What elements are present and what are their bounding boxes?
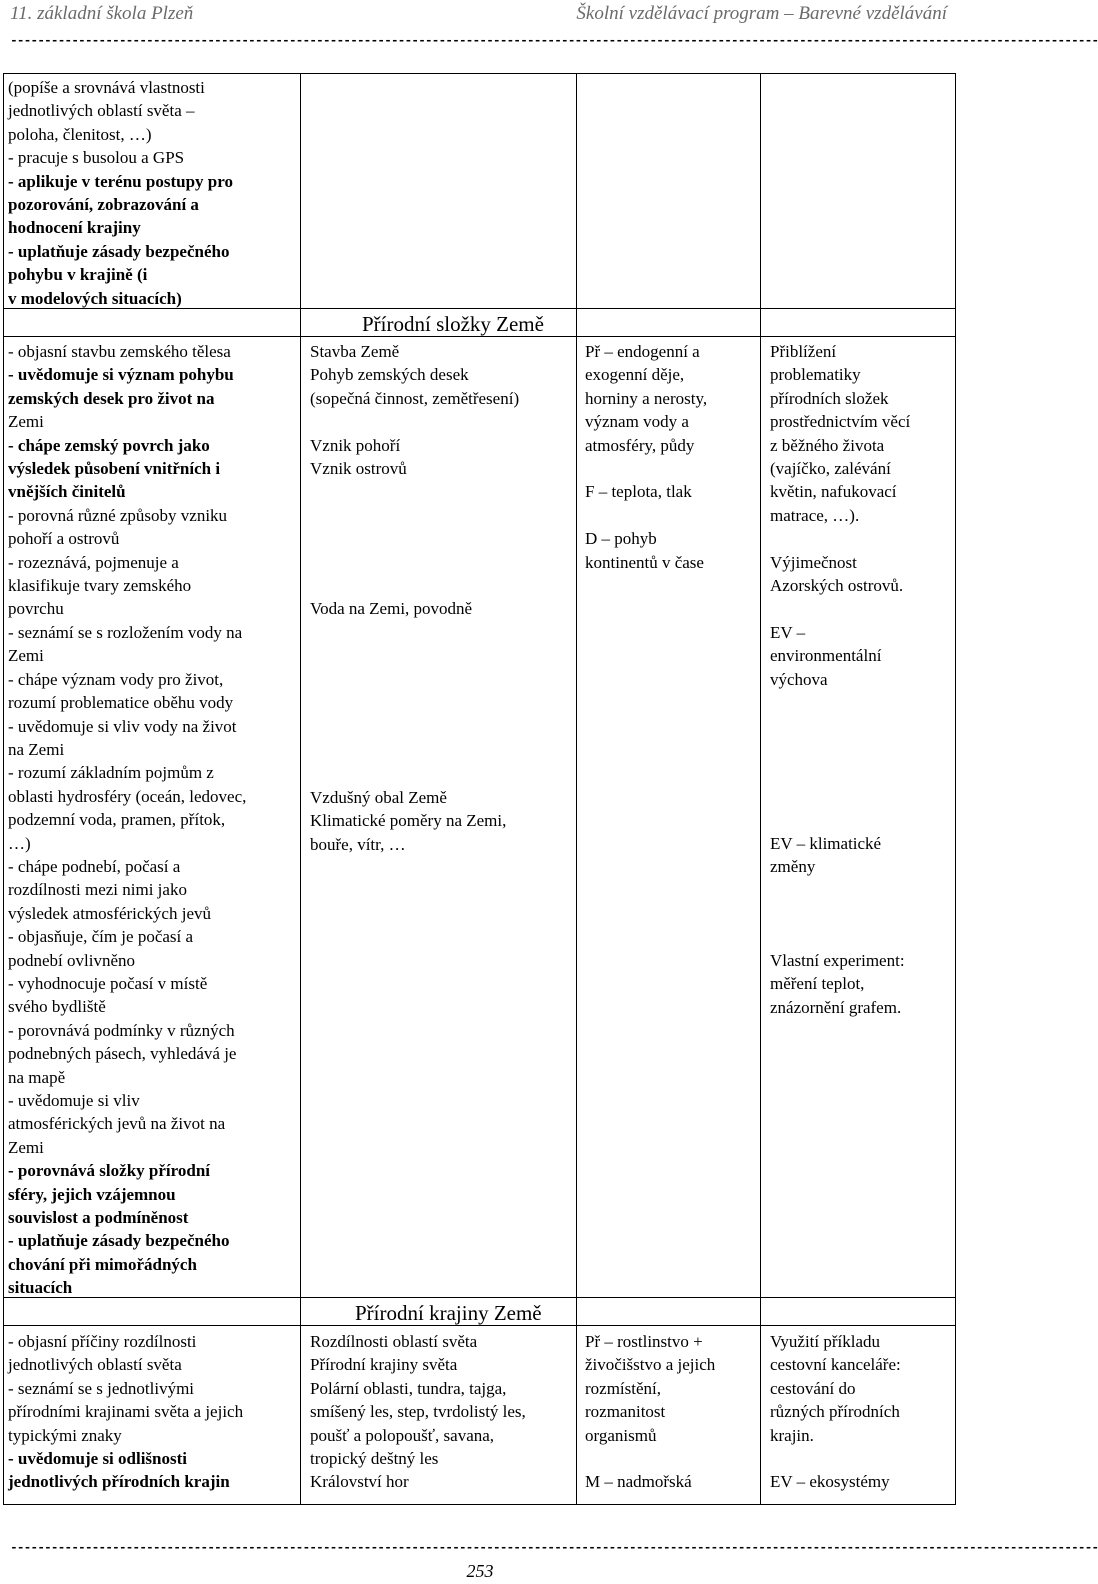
outcome-line: pohoří a ostrovů bbox=[8, 529, 120, 549]
outcome-line: - objasní příčiny rozdílnosti bbox=[8, 1332, 197, 1351]
outcome-line: - seznámí se s rozložením vody na bbox=[8, 622, 243, 642]
topic-landscapes: Rozdílnosti oblastí světa Přírodní krajiny světa Polární oblasti, tundra, tajga, smíšený les, step, tvrdolistý les, poušť a polopoušť, savana, tropický deštný les Království hor bbox=[310, 1332, 526, 1492]
outcome-line: - uvědomuje si odlišnosti bbox=[8, 1449, 187, 1469]
footer-divider: ---------------------------------------------------------------------------------------------------------------------------------------------------------------- bbox=[10, 1540, 1098, 1555]
outcome-line: pozorování, zobrazování a bbox=[8, 195, 199, 215]
notes-cell-components: Přiblížení problematiky přírodních složek prostřednictvím věcí z běžného života (vajíčko, zalévání květin, nafukovací matrace, …). Výjimečnost Azorských ostrovů. EV – environmentální výchova bbox=[770, 342, 911, 689]
outcome-line: jednotlivých přírodních krajin bbox=[8, 1472, 230, 1492]
outcome-line: podzemní voda, pramen, přítok, bbox=[8, 810, 226, 830]
outcome-line: vnějších činitelů bbox=[8, 482, 126, 502]
school-name-header: 11. základní škola Plzeň bbox=[10, 3, 194, 24]
outcome-line: na Zemi bbox=[8, 739, 65, 759]
outcome-line: - porovnává složky přírodní bbox=[8, 1161, 210, 1181]
notes-climate-change: EV – klimatické změny bbox=[770, 834, 882, 877]
outcome-line: - aplikuje v terénu postupy pro bbox=[8, 171, 233, 191]
outcome-line: v modelových situacích) bbox=[8, 288, 182, 308]
column-divider bbox=[300, 74, 301, 1504]
outcome-line: - rozeznává, pojmenuje a bbox=[8, 552, 179, 572]
topic-atmosphere: Vzdušný obal Země Klimatické poměry na Zemi, bouře, vítr, … bbox=[310, 788, 507, 854]
outcome-line: Zemi bbox=[8, 646, 44, 666]
bottom-outcomes-cell bbox=[8, 1330, 298, 1494]
cross-subject-links-cell: Př – endogenní a exogenní děje, horniny a nerosty, význam vody a atmosféry, půdy F – teplota, tlak D – pohyb kontinentů v čase bbox=[585, 342, 708, 572]
outcome-line: výsledek atmosférických jevů bbox=[8, 903, 211, 923]
outcome-line: - porovnává podmínky v různých bbox=[8, 1020, 235, 1040]
header-divider: ---------------------------------------------------------------------------------------------------------------------------------------------------------------- bbox=[10, 33, 1098, 48]
outcome-line: - pracuje s busolou a GPS bbox=[8, 148, 185, 168]
outcome-line: - objasní stavbu zemského tělesa bbox=[8, 342, 231, 361]
outcome-line: - uvědomuje si vliv bbox=[8, 1091, 140, 1110]
outcome-line: - chápe podnebí, počasí a bbox=[8, 856, 181, 876]
notes-experiment: Vlastní experiment: měření teplot, znázornění grafem. bbox=[770, 951, 905, 1017]
topic-water: Voda na Zemi, povodně bbox=[310, 599, 473, 618]
cross-subject-links-landscapes: Př – rostlinstvo + živočišstvo a jejich rozmístění, rozmanitost organismů M – nadmořská bbox=[585, 1332, 716, 1492]
outcome-line: jednotlivých oblastí světa – bbox=[8, 101, 195, 121]
outcome-line: klasifikuje tvary zemského bbox=[8, 576, 192, 596]
outcome-line: výsledek působení vnitřních i bbox=[8, 459, 221, 479]
outcome-line: souvislost a podmíněnost bbox=[8, 1208, 189, 1228]
outcome-line: - vyhodnocuje počasí v místě bbox=[8, 973, 208, 993]
outcome-line: sféry, jejich vzájemnou bbox=[8, 1184, 176, 1204]
outcome-line: přírodními krajinami světa a jejich bbox=[8, 1402, 244, 1422]
outcome-line: podnebí ovlivněno bbox=[8, 950, 136, 970]
outcome-line: rozumí problematice oběhu vody bbox=[8, 693, 234, 713]
section-title-natural-components: Přírodní složky Země bbox=[362, 312, 544, 336]
outcome-line: (popíše a srovnává vlastnosti bbox=[8, 78, 205, 97]
outcome-line: poloha, členitost, …) bbox=[8, 124, 152, 144]
outcome-line: - chápe význam vody pro život, bbox=[8, 669, 224, 689]
topic-earth-structure: Stavba Země Pohyb zemských desek (sopečná činnost, zemětřesení) Vznik pohoří Vznik ostrovů bbox=[310, 342, 520, 479]
outcome-line: rozdílnosti mezi nimi jako bbox=[8, 880, 187, 900]
outcome-line: povrchu bbox=[8, 599, 64, 619]
program-name-header: Školní vzdělávací program – Barevné vzdělávání bbox=[576, 3, 947, 24]
outcome-line: - porovná různé způsoby vzniku bbox=[8, 505, 228, 525]
section-title-natural-landscapes: Přírodní krajiny Země bbox=[355, 1301, 542, 1325]
outcome-line: oblasti hydrosféry (oceán, ledovec, bbox=[8, 786, 247, 806]
page-number: 253 bbox=[466, 1561, 494, 1581]
top-outcomes-cell bbox=[8, 76, 298, 310]
outcome-line: - uplatňuje zásady bezpečného bbox=[8, 241, 230, 261]
outcome-line: jednotlivých oblastí světa bbox=[8, 1355, 182, 1375]
outcome-line: podnebných pásech, vyhledává je bbox=[8, 1044, 237, 1064]
outcome-line: pohybu v krajině (i bbox=[8, 265, 148, 285]
outcome-line: situacích bbox=[8, 1278, 73, 1298]
outcome-line: - uplatňuje zásady bezpečného bbox=[8, 1231, 230, 1251]
outcome-line: atmosférických jevů na život na bbox=[8, 1114, 226, 1134]
outcome-line: - objasňuje, čím je počasí a bbox=[8, 927, 194, 947]
outcome-line: Zemi bbox=[8, 1137, 44, 1157]
outcome-line: na mapě bbox=[8, 1067, 66, 1087]
outcome-line: typickými znaky bbox=[8, 1425, 122, 1445]
outcome-line: zemských desek pro život na bbox=[8, 388, 215, 408]
outcome-line: - rozumí základním pojmům z bbox=[8, 763, 214, 783]
outcome-line: - uvědomuje si vliv vody na život bbox=[8, 716, 237, 736]
notes-landscapes: Využití příkladu cestovní kanceláře: cestování do různých přírodních krajin. EV – ekosystémy bbox=[770, 1332, 901, 1492]
column-divider bbox=[760, 74, 761, 1504]
outcome-line: chování při mimořádných bbox=[8, 1254, 197, 1274]
outcome-line: …) bbox=[8, 833, 31, 853]
middle-outcomes-cell bbox=[8, 340, 298, 1300]
outcome-line: - chápe zemský povrch jako bbox=[8, 435, 210, 455]
outcome-line: - seznámí se s jednotlivými bbox=[8, 1378, 195, 1398]
outcome-line: hodnocení krajiny bbox=[8, 218, 141, 238]
outcome-line: svého bydliště bbox=[8, 997, 106, 1017]
outcome-line: - uvědomuje si význam pohybu bbox=[8, 365, 234, 385]
outcome-line: Zemi bbox=[8, 412, 44, 432]
